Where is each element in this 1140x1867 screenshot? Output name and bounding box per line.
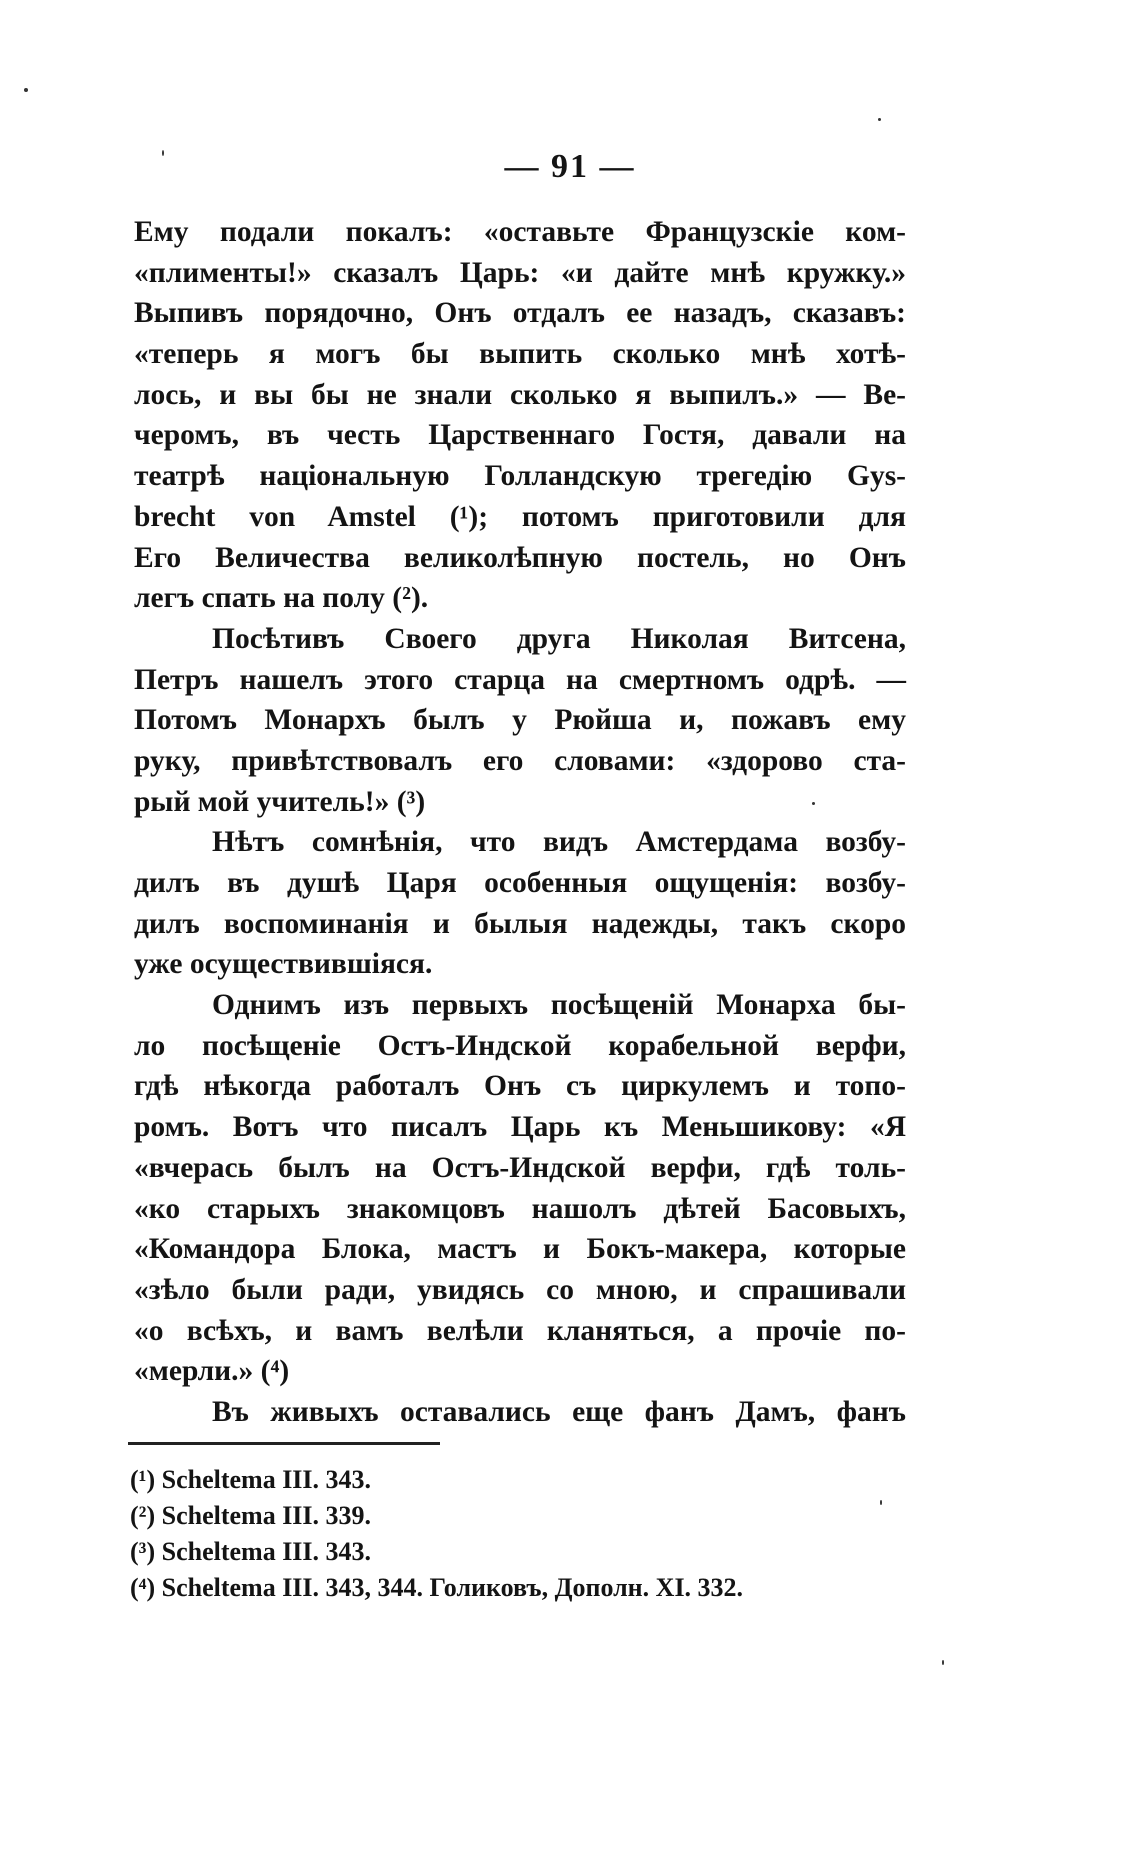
text-line: дилъ въ душѣ Царя особенныя ощущенія: возбу- xyxy=(134,867,906,899)
text-line: легъ спать на полу (²). xyxy=(134,582,429,615)
body-text xyxy=(134,212,906,1433)
text-line: театрѣ національную Голландскую трегедію Gys- xyxy=(134,460,906,493)
paragraph-start-line: Посѣтивъ Своего друга Николая Витсена, xyxy=(212,622,906,655)
text-line: Выпивъ порядочно, Онъ отдалъ ее назадъ, сказавъ: xyxy=(134,297,906,330)
footnote-rule xyxy=(128,1442,440,1445)
text-line: лось, и вы бы не знали сколько я выпилъ.» — Ве- xyxy=(134,378,906,411)
text-line: Ему подали покалъ: «оставьте Французскіе ком- xyxy=(134,216,906,248)
footnote: (¹) Scheltema III. 343. xyxy=(130,1465,372,1494)
text-line: черомъ, въ честь Царственнаго Гостя, давали на xyxy=(134,419,906,452)
ink-speck xyxy=(942,1660,944,1665)
text-line: Его Величества великолѣпную постель, но Онъ xyxy=(134,541,906,574)
text-line: «зѣло были ради, увидясь со мною, и спрашивали xyxy=(134,1273,906,1306)
text-line: руку, привѣтствовалъ его словами: «здорово ста- xyxy=(134,744,906,777)
page-number: — 91 — xyxy=(504,148,636,185)
text-line: «мерли.» (⁴) xyxy=(134,1355,290,1388)
text-line: brecht von Amstel (¹); потомъ приготовили для xyxy=(134,500,906,533)
text-line: Петръ нашелъ этого старца на смертномъ одрѣ. — xyxy=(134,663,906,696)
text-line: уже осуществившіяся. xyxy=(134,948,433,981)
ink-speck xyxy=(878,118,881,121)
ink-speck xyxy=(812,802,815,805)
ink-speck xyxy=(24,88,28,92)
ink-speck xyxy=(162,150,164,156)
text-line: гдѣ нѣкогда работалъ Онъ съ циркулемъ и топо- xyxy=(134,1070,906,1103)
paragraph-start-line: Однимъ изъ первыхъ посѣщеній Монарха бы- xyxy=(212,989,906,1022)
footnote: (²) Scheltema III. 339. xyxy=(130,1501,372,1530)
text-line: «о всѣхъ, и вамъ велѣли кланяться, а прочіе по- xyxy=(134,1314,906,1347)
ink-speck xyxy=(880,1500,882,1505)
paragraph-start-line: Въ живыхъ оставались еще фанъ Дамъ, фанъ xyxy=(212,1395,906,1428)
text-line: ромъ. Вотъ что писалъ Царь къ Меньшикову: «Я xyxy=(134,1111,906,1144)
text-line: «Командора Блока, мастъ и Бокъ-макера, которые xyxy=(134,1233,906,1266)
text-line: дилъ воспоминанія и былыя надежды, такъ скоро xyxy=(134,907,906,940)
text-line: Потомъ Монархъ былъ у Рюйша и, пожавъ ему xyxy=(134,704,906,737)
text-line: рый мой учитель!» (³) xyxy=(134,785,426,818)
footnote: (³) Scheltema III. 343. xyxy=(130,1537,372,1566)
text-line: «вчерась былъ на Остъ-Индской верфи, гдѣ толь- xyxy=(134,1151,906,1184)
text-line: «плименты!» сказалъ Царь: «и дайте мнѣ кружку.» xyxy=(134,256,906,289)
text-line: ло посѣщеніе Остъ-Индской корабельной верфи, xyxy=(134,1029,906,1062)
footnotes xyxy=(130,1462,890,1606)
text-line: «ко старыхъ знакомцовъ нашолъ дѣтей Басовыхъ, xyxy=(134,1192,906,1225)
text-line: «теперь я могъ бы выпить сколько мнѣ хотѣ- xyxy=(134,338,906,371)
footnote: (⁴) Scheltema III. 343, 344. Голиковъ, Дополн. XI. 332. xyxy=(130,1573,744,1602)
paragraph-start-line: Нѣтъ сомнѣнія, что видъ Амстердама возбу- xyxy=(212,826,906,859)
